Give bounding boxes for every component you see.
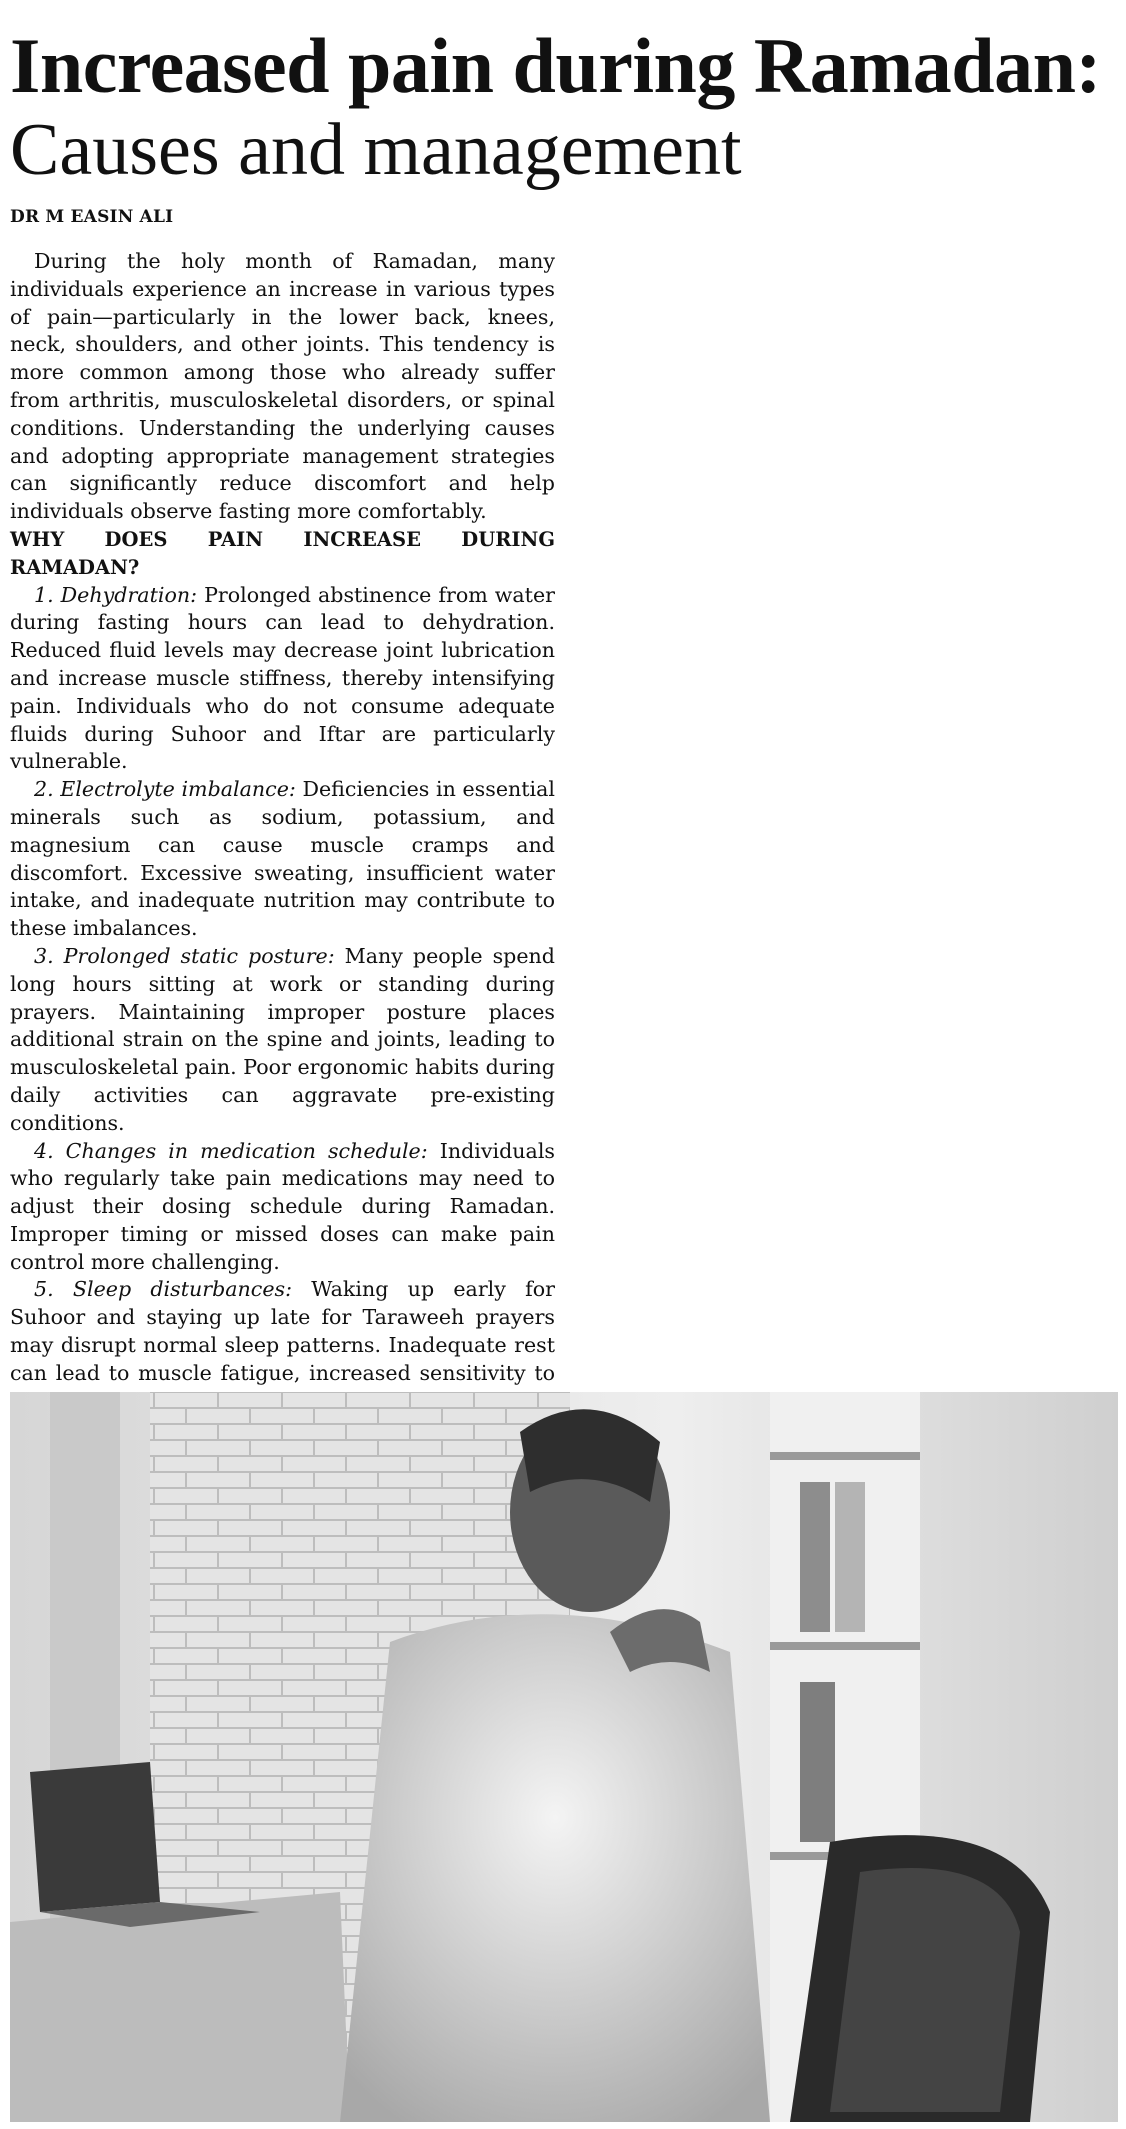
headline-line-1: Increased pain during Ramadan: — [10, 22, 1101, 109]
why-item-text: Deficiencies in essential minerals such as sodium, potassium, and magnesium can cause muscle cramps and discomfort. Excessive sweating, insufficient water intake, and inadequate nutrition may contribute to these imbalances. — [10, 777, 555, 941]
why-item-text: Prolonged abstinence from water during fasting hours can lead to dehydration. Reduced fluid levels may decrease joint lubrication and increase muscle stiffness, thereby intensifying pain. Individuals who do not consume adequate fluids during Suhoor and Iftar are particularly vulnerable. — [10, 582, 555, 774]
right-column — [577, 203, 1122, 453]
binder — [835, 1482, 865, 1632]
binder — [800, 1482, 830, 1632]
why-item-text: Waking up early for Suhoor and staying up late for Taraweeh prayers may disrupt normal sleep patterns. Inadequate rest can lead to muscle fatigue, increased sensitivity to — [10, 1277, 555, 1385]
why-item-label: 5. Sleep disturbances: — [34, 1277, 293, 1302]
intro-paragraph: During the holy month of Ramadan, many individuals experience an increase in various types of pain—particularly in the lower back, knees, neck, shoulders, and other joints. This tendency is more common among those who already suffer from arthritis, musculoskeletal disorders, or spinal conditions. Understanding the underlying causes and adopting appropriate management strategies can significantly reduce discomfort and help individuals observe fasting more comfortably. — [10, 249, 555, 524]
why-item — [10, 1138, 555, 1277]
binder — [800, 1682, 835, 1842]
why-item-text: Individuals who regularly take pain medications may need to adjust their dosing schedule during Ramadan. Improper timing or missed doses can make pain control more challenging. — [10, 1138, 555, 1274]
why-item-label: 4. Changes in medication schedule: — [34, 1138, 428, 1163]
byline: DR M EASIN ALI — [10, 207, 174, 227]
why-item-label: 3. Prolonged static posture: — [34, 943, 335, 968]
chair-cushion — [830, 1868, 1020, 2112]
shelf — [770, 1452, 920, 1460]
headline-line-2: Causes and management — [10, 109, 742, 191]
why-item — [10, 776, 555, 943]
left-column — [10, 206, 555, 1415]
why-item-label: 2. Electrolyte imbalance: — [34, 777, 296, 802]
why-item-text: Many people spend long hours sitting at work or standing during prayers. Maintaining improper posture places additional strain on the spine and joints, leading to musculoskeletal pain. Poor ergonomic habits during daily activities can aggravate pre-existing conditions. — [10, 943, 555, 1135]
section-heading-why: WHY DOES PAIN INCREASE DURING RAMADAN? — [10, 527, 555, 579]
why-item — [10, 582, 555, 777]
desk — [10, 1892, 350, 2122]
why-item — [10, 943, 555, 1138]
article-photo — [10, 1392, 1118, 2122]
man-shirt — [340, 1614, 770, 2122]
laptop-screen — [30, 1762, 160, 1912]
why-item-label: 1. Dehydration: — [34, 582, 198, 607]
column-continuation-spacer — [577, 203, 1122, 453]
shelf — [770, 1642, 920, 1650]
